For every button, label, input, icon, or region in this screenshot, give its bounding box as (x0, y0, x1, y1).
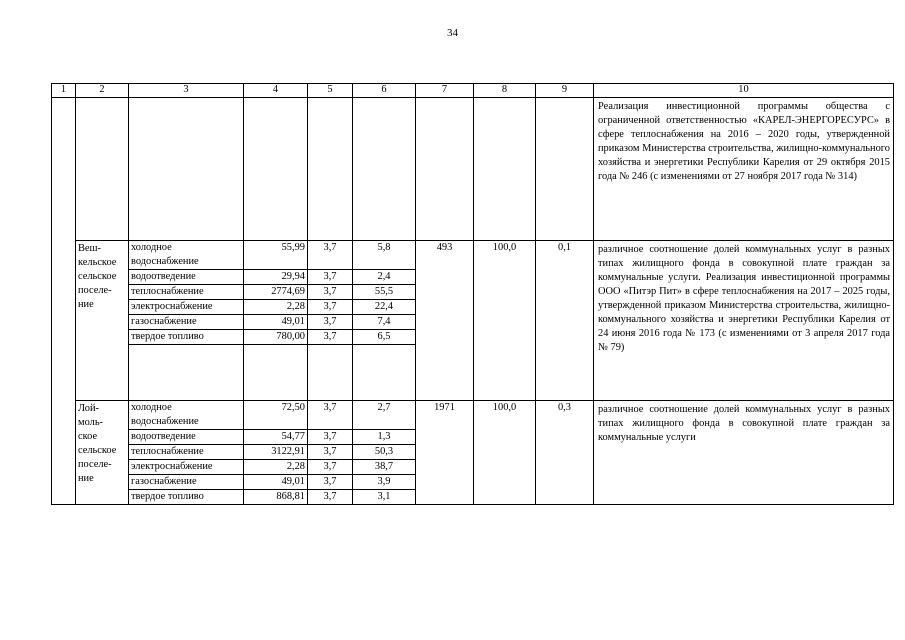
growth-index: 3,7 (308, 270, 353, 285)
share-value: 2,7 (353, 401, 416, 430)
growth-index: 3,7 (308, 401, 353, 430)
tariff-value: 29,94 (244, 270, 308, 285)
tariff-value: 49,01 (244, 315, 308, 330)
tariff-value: 2,28 (244, 300, 308, 315)
percent-value: 100,0 (474, 401, 536, 505)
share-value: 2,4 (353, 270, 416, 285)
share-value: 7,4 (353, 315, 416, 330)
tariff-table (51, 83, 894, 505)
service-name: твердое топливо (129, 490, 244, 505)
growth-index: 3,7 (308, 315, 353, 330)
service-name: водоотведение (129, 430, 244, 445)
share-value: 55,5 (353, 285, 416, 300)
column-number: 1 (52, 84, 76, 98)
growth-index: 3,7 (308, 241, 353, 270)
tariff-value: 55,99 (244, 241, 308, 270)
column-number: 2 (76, 84, 129, 98)
column-number-row (52, 84, 894, 98)
column-number: 7 (416, 84, 474, 98)
share-value: 5,8 (353, 241, 416, 270)
excess-value: 0,1 (536, 241, 594, 401)
growth-index: 3,7 (308, 430, 353, 445)
tariff-value: 3122,91 (244, 445, 308, 460)
tariff-value: 72,50 (244, 401, 308, 430)
settlement-description: различное соотношение долей коммунальных услуг в разных типах жилищного фонда в совокупной плате граждан за коммунальные услуги (594, 401, 894, 505)
growth-index: 3,7 (308, 445, 353, 460)
service-name: холодное водоснабжение (129, 401, 244, 430)
growth-index: 3,7 (308, 475, 353, 490)
share-value: 3,1 (353, 490, 416, 505)
growth-index: 3,7 (308, 285, 353, 300)
service-name: электроснабжение (129, 460, 244, 475)
column-number: 8 (474, 84, 536, 98)
share-value: 6,5 (353, 330, 416, 345)
column-number: 10 (594, 84, 894, 98)
growth-index: 3,7 (308, 490, 353, 505)
column-number: 9 (536, 84, 594, 98)
growth-index: 3,7 (308, 300, 353, 315)
tariff-value: 54,77 (244, 430, 308, 445)
growth-index: 3,7 (308, 330, 353, 345)
tariff-value: 2774,69 (244, 285, 308, 300)
share-value: 1,3 (353, 430, 416, 445)
column-number: 5 (308, 84, 353, 98)
percent-value: 100,0 (474, 241, 536, 401)
table-row (52, 241, 894, 270)
population-value: 1971 (416, 401, 474, 505)
tariff-value: 780,00 (244, 330, 308, 345)
service-name: холодное водоснабжение (129, 241, 244, 270)
population-value: 493 (416, 241, 474, 401)
page-number: 34 (447, 27, 458, 39)
table-row (52, 401, 894, 430)
excess-value: 0,3 (536, 401, 594, 505)
service-name: газоснабжение (129, 475, 244, 490)
tariff-value: 868,81 (244, 490, 308, 505)
service-name: газоснабжение (129, 315, 244, 330)
tariff-value: 49,01 (244, 475, 308, 490)
column-1-cell (52, 98, 76, 505)
service-name: электроснабжение (129, 300, 244, 315)
service-name: теплоснабжение (129, 285, 244, 300)
settlement-name: Лой- моль- ское сельское поселе- ние (76, 401, 129, 505)
continuation-row (52, 98, 894, 241)
share-value: 3,9 (353, 475, 416, 490)
share-value: 38,7 (353, 460, 416, 475)
column-number: 6 (353, 84, 416, 98)
service-name: водоотведение (129, 270, 244, 285)
continuation-description: Реализация инвестиционной программы общества с ограниченной ответственностью «КАРЕЛ-ЭНЕРГОРЕСУРС» в сфере теплоснабжения на 2016 – 2020 годы, утвержденной приказом Министерства строительства, жилищно-коммунального хозяйства и энергетики Республики Карелия от 29 октября 2015 года № 246 (с изменениями от 27 ноября 2017 года № 314) (594, 98, 894, 241)
service-name: теплоснабжение (129, 445, 244, 460)
service-name: твердое топливо (129, 330, 244, 345)
column-number: 4 (244, 84, 308, 98)
share-value: 22,4 (353, 300, 416, 315)
tariff-value: 2,28 (244, 460, 308, 475)
settlement-description: различное соотношение долей коммунальных услуг в разных типах жилищного фонда в совокупной плате граждан за коммунальные услуги. Реализация инвестиционной программы ООО «Питэр Пит» в сфере теплоснабжения на 2017 – 2025 годы, утвержденной приказом Министерства строительства, жилищно-коммунального хозяйства и энергетики Республики Карелия от 24 июня 2016 года № 173 (с изменениями от 3 апреля 2017 года № 79) (594, 241, 894, 401)
share-value: 50,3 (353, 445, 416, 460)
growth-index: 3,7 (308, 460, 353, 475)
settlement-name: Веш- кельское сельское поселе- ние (76, 241, 129, 401)
column-number: 3 (129, 84, 244, 98)
